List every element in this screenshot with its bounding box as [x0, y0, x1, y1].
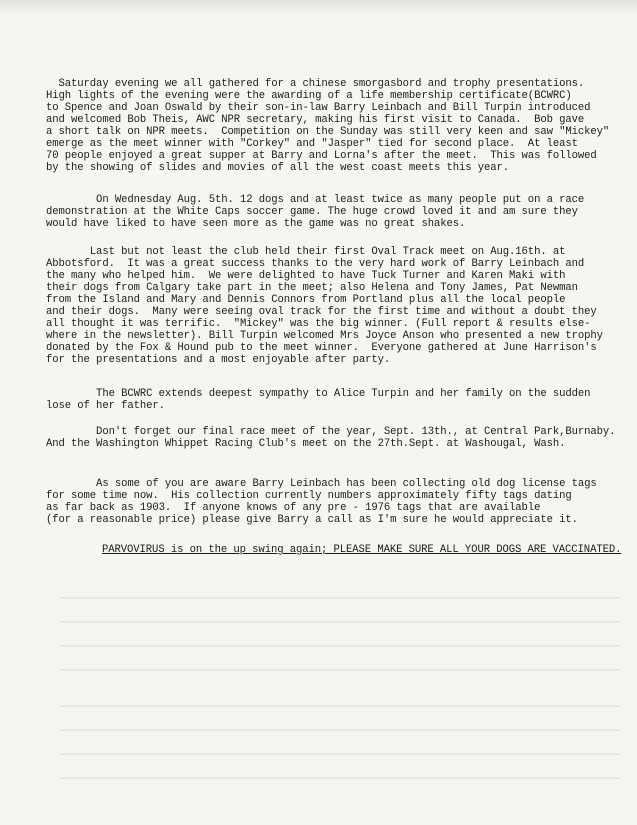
paragraph-trophy-presentations: Saturday evening we all gathered for a chinese smorgasbord and trophy presentations. High lights of the evening were the awarding of a life membership certificate(BCWRC) to Spence and Joan Oswald by their son-in-law Barry Leinbach and Bill Turpin introduced and welcomed Bob Theis, AWC NPR secretary, making his first visit to Canada. Bob gave a short talk on NPR meets. Competition on the Sunday was still very keen and saw "Mickey" emerge as the meet winner with "Corkey" and "Jasper" tied for second place. At least 70 people enjoyed a great supper at Barry and Lorna's after the meet. This was followed by the showing of slides and movies of all the west coast meets this year.: [46, 78, 610, 174]
page-top-edge: [0, 0, 637, 14]
paragraph-upcoming-meets: Don't forget our final race meet of the year, Sept. 13th., at Central Park,Burnaby. And the Washington Whippet Racing Club's meet on the 27th.Sept. at Washougal, Wash.: [46, 426, 616, 450]
bleed-through-line: [60, 705, 620, 707]
bleed-through-line: [60, 669, 620, 671]
bleed-through-line: [60, 621, 620, 623]
paragraph-race-demonstration: On Wednesday Aug. 5th. 12 dogs and at least twice as many people put on a race demonstration at the White Caps soccer game. The huge crowd loved it and am sure they would have liked to have seen more as the game was no great shakes.: [46, 194, 585, 230]
bleed-through-line: [60, 777, 620, 779]
paragraph-sympathy: The BCWRC extends deepest sympathy to Alice Turpin and her family on the sudden lose of her father.: [46, 388, 591, 412]
bleed-through-line: [60, 753, 620, 755]
paragraph-license-tags: As some of you are aware Barry Leinbach has been collecting old dog license tags for some time now. His collection currently numbers approximately fifty tags dating as far back as 1903. If anyone knows of any pre - 1976 tags that are available (for a reasonable price) please give Barry a call as I'm sure he would appreciate it.: [46, 478, 597, 526]
bleed-through-line: [60, 597, 620, 599]
paragraph-oval-track-meet: Last but not least the club held their first Oval Track meet on Aug.16th. at Abbotsford. It was a great success thanks to the very hard work of Barry Leinbach and the many who helped him. We were delighted to have Tuck Turner and Karen Maki with their dogs from Calgary take part in the meet; also Helena and Tony James, Pat Newman from the Island and Mary and Dennis Connors from Portland plus all the local people and their dogs. Many were seeing oval track for the first time and without a doubt they all thought it was terrific. "Mickey" was the big winner. (Full report & results else- where in the newsletter). Bill Turpin welcomed Mrs Joyce Anson who presented a new trophy donated by the Fox & Hound pub to the meet winner. Everyone gathered at June Harrison's for the presentations and a most enjoyable after party.: [46, 246, 603, 366]
bleed-through-line: [60, 645, 620, 647]
bleed-through-line: [60, 729, 620, 731]
parvovirus-notice: PARVOVIRUS is on the up swing again; PLEASE MAKE SURE ALL YOUR DOGS ARE VACCINATED.: [102, 544, 622, 556]
